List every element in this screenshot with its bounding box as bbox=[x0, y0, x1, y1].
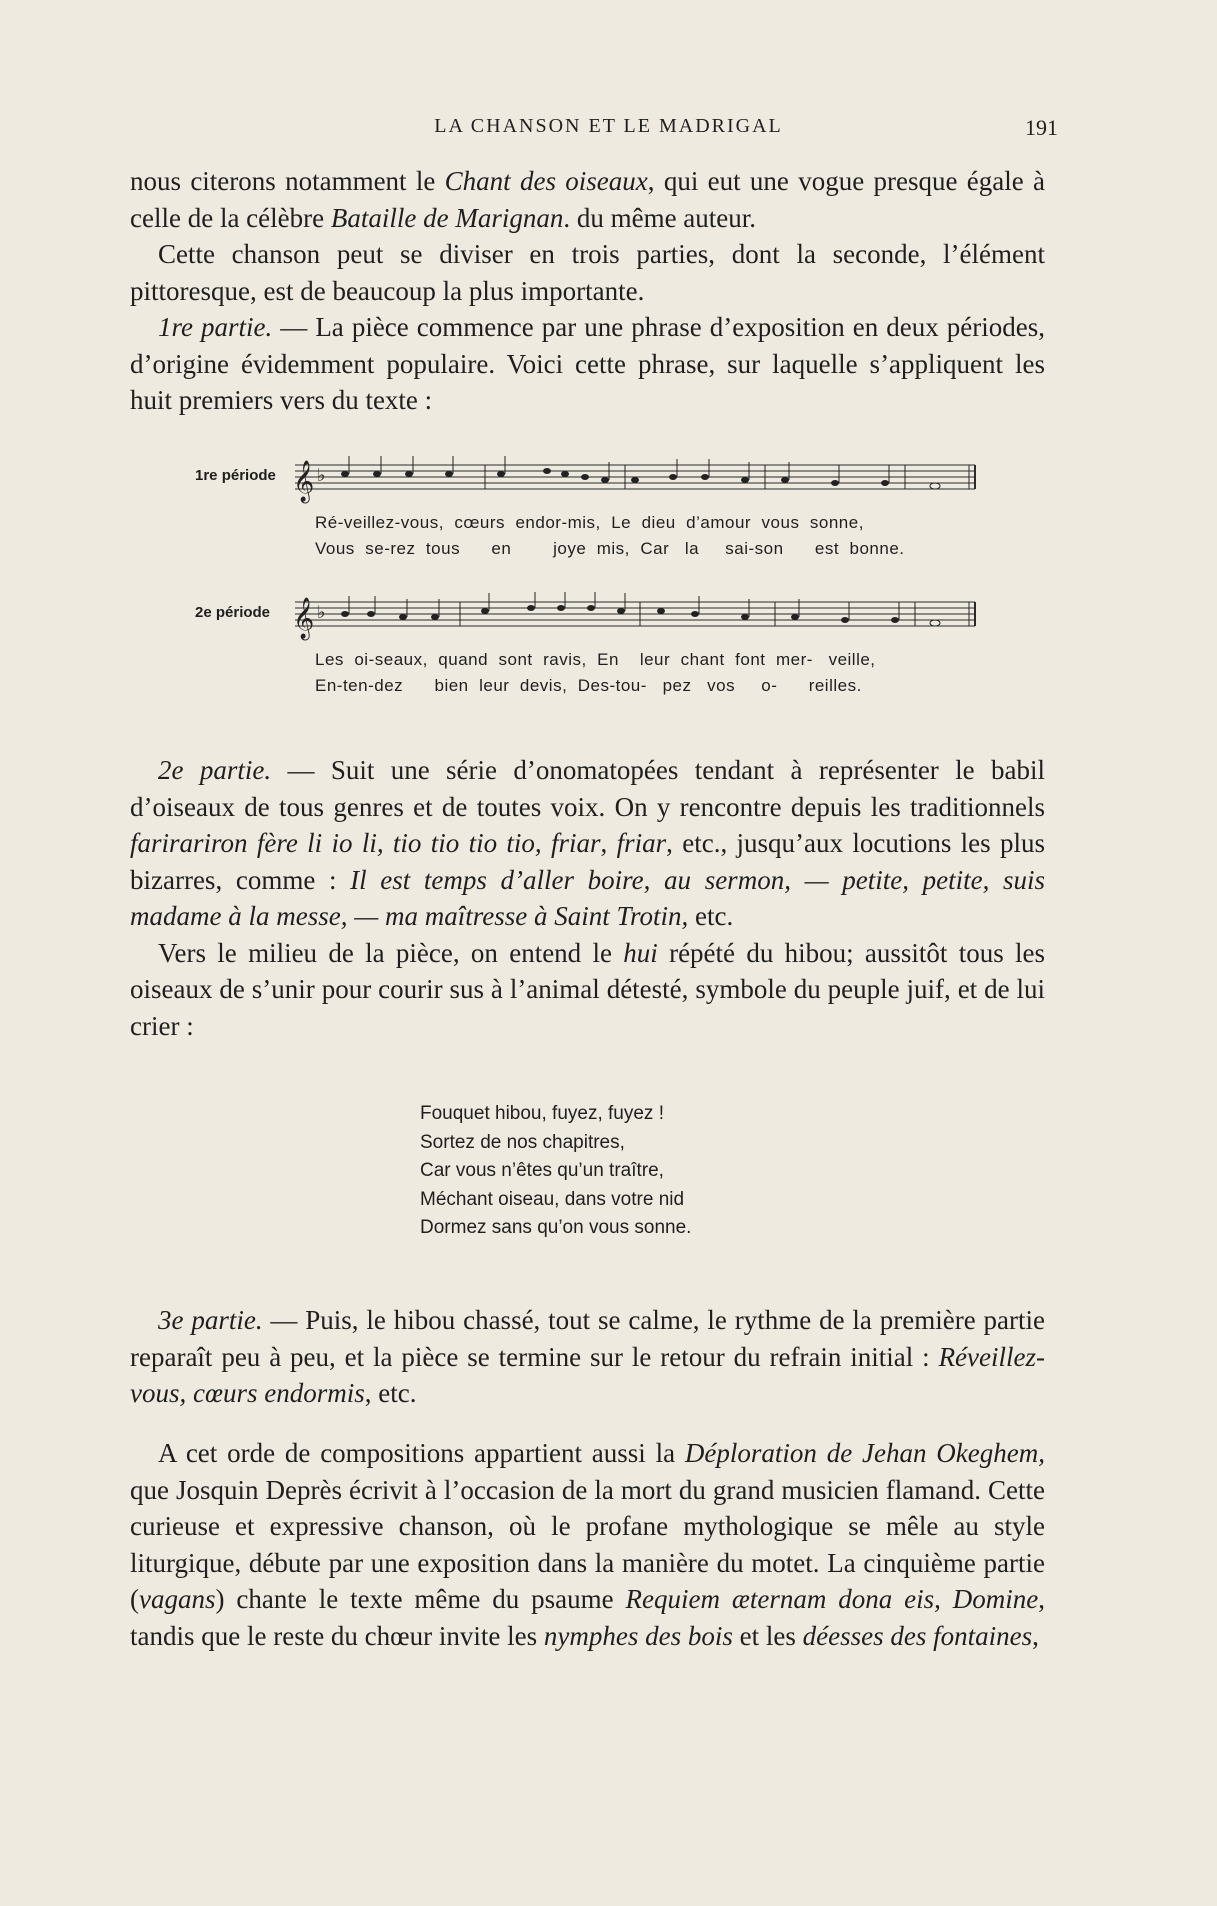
part-2-section bbox=[130, 752, 1045, 1044]
quoted-verse bbox=[420, 1100, 691, 1243]
verse-line: Dormez sans qu’on vous sonne. bbox=[420, 1217, 692, 1238]
music-staff-period-2 bbox=[285, 592, 995, 642]
svg-text:♭: ♭ bbox=[317, 602, 326, 622]
paragraph: nous citerons notamment le Chant des oiseaux, qui eut une vogue presque égale à celle de la célèbre Bataille de Marignan. du même auteur. bbox=[130, 166, 1046, 233]
final-section bbox=[130, 1435, 1045, 1654]
paragraph: Vers le milieu de la pièce, on entend le hui répété du hibou; aussitôt tous les oiseaux de s’unir pour courir sus à l’animal détesté, symbole du peuple juif, et de lui crier : bbox=[130, 937, 1046, 1041]
part-3-section bbox=[130, 1302, 1045, 1412]
paragraph: A cet orde de compositions appartient aussi la Déploration de Jehan Okeghem, que Josquin Deprès écrivit à l’occasion de la mort du grand musicien flamand. Cette curieuse et expressive chanson, où le profane mythologique se mêle au style liturgique, débute par une exposition dans la manière du motet. La cinquième partie (vagans) chante le texte même du psaume Requiem æternam dona eis, Domine, tandis que le reste du chœur invite les nymphes des bois et les déesses des fontaines, bbox=[130, 1438, 1045, 1651]
running-head: LA CHANSON ET LE MADRIGAL bbox=[434, 115, 783, 137]
lyric-line: En-ten-dez bien leur devis, Des-tou- pez vos o- reilles. bbox=[315, 676, 862, 695]
page-number: 191 bbox=[1025, 115, 1058, 140]
paragraph: 3e partie. — Puis, le hibou chassé, tout se calme, le rythme de la première partie reparaît peu à peu, et la pièce se termine sur le retour du refrain initial : Réveillez-vous, cœurs endormis, etc. bbox=[130, 1305, 1045, 1408]
svg-text:♭: ♭ bbox=[317, 465, 326, 485]
verse-line: Car vous n’êtes qu’un traître, bbox=[420, 1160, 664, 1181]
music-staff-period-1 bbox=[285, 455, 995, 505]
lyric-line: Ré-veillez-vous, cœurs endor-mis, Le dieu d’amour vous sonne, bbox=[315, 513, 864, 532]
paragraph: Cette chanson peut se diviser en trois parties, dont la seconde, l’élément pittoresque, est de beaucoup la plus importante. bbox=[130, 239, 1045, 306]
music-example-period-1 bbox=[195, 455, 995, 565]
paragraph: 1re partie. — La pièce commence par une phrase d’exposition en deux périodes, d’origine évidemment populaire. Voici cette phrase, sur laquelle s’appliquent les huit premiers vers du texte : bbox=[130, 312, 1046, 415]
verse-line: Méchant oiseau, dans votre nid bbox=[420, 1188, 685, 1210]
svg-text:𝄞: 𝄞 bbox=[293, 461, 315, 502]
paragraph: 2e partie. — Suit une série d’onomatopées tendant à représenter le babil d’oiseaux de tous genres et de toutes voix. On y rencontre depuis les traditionnels farirariron fère li io li, tio tio tio tio, friar, friar, etc., jusqu’aux locutions les plus bizarres, comme : Il est temps d’aller boire, au sermon, — petite, petite, suis madame à la messe, — ma maîtresse à Saint Trotin, etc. bbox=[130, 755, 1046, 931]
lyric-line: Les oi-seaux, quand sont ravis, En leur chant font mer- veille, bbox=[315, 650, 876, 669]
verse-line: Sortez de nos chapitres, bbox=[420, 1131, 625, 1153]
period-label: 2e période bbox=[195, 604, 271, 621]
music-example-period-2 bbox=[195, 592, 995, 702]
intro-section bbox=[130, 163, 1045, 419]
period-label: 1re période bbox=[195, 467, 276, 484]
verse-line: Fouquet hibou, fuyez, fuyez ! bbox=[420, 1103, 664, 1124]
svg-text:𝄞: 𝄞 bbox=[293, 598, 315, 639]
lyric-line: Vous se-rez tous en joye mis, Car la sai-son est bonne. bbox=[315, 539, 905, 558]
